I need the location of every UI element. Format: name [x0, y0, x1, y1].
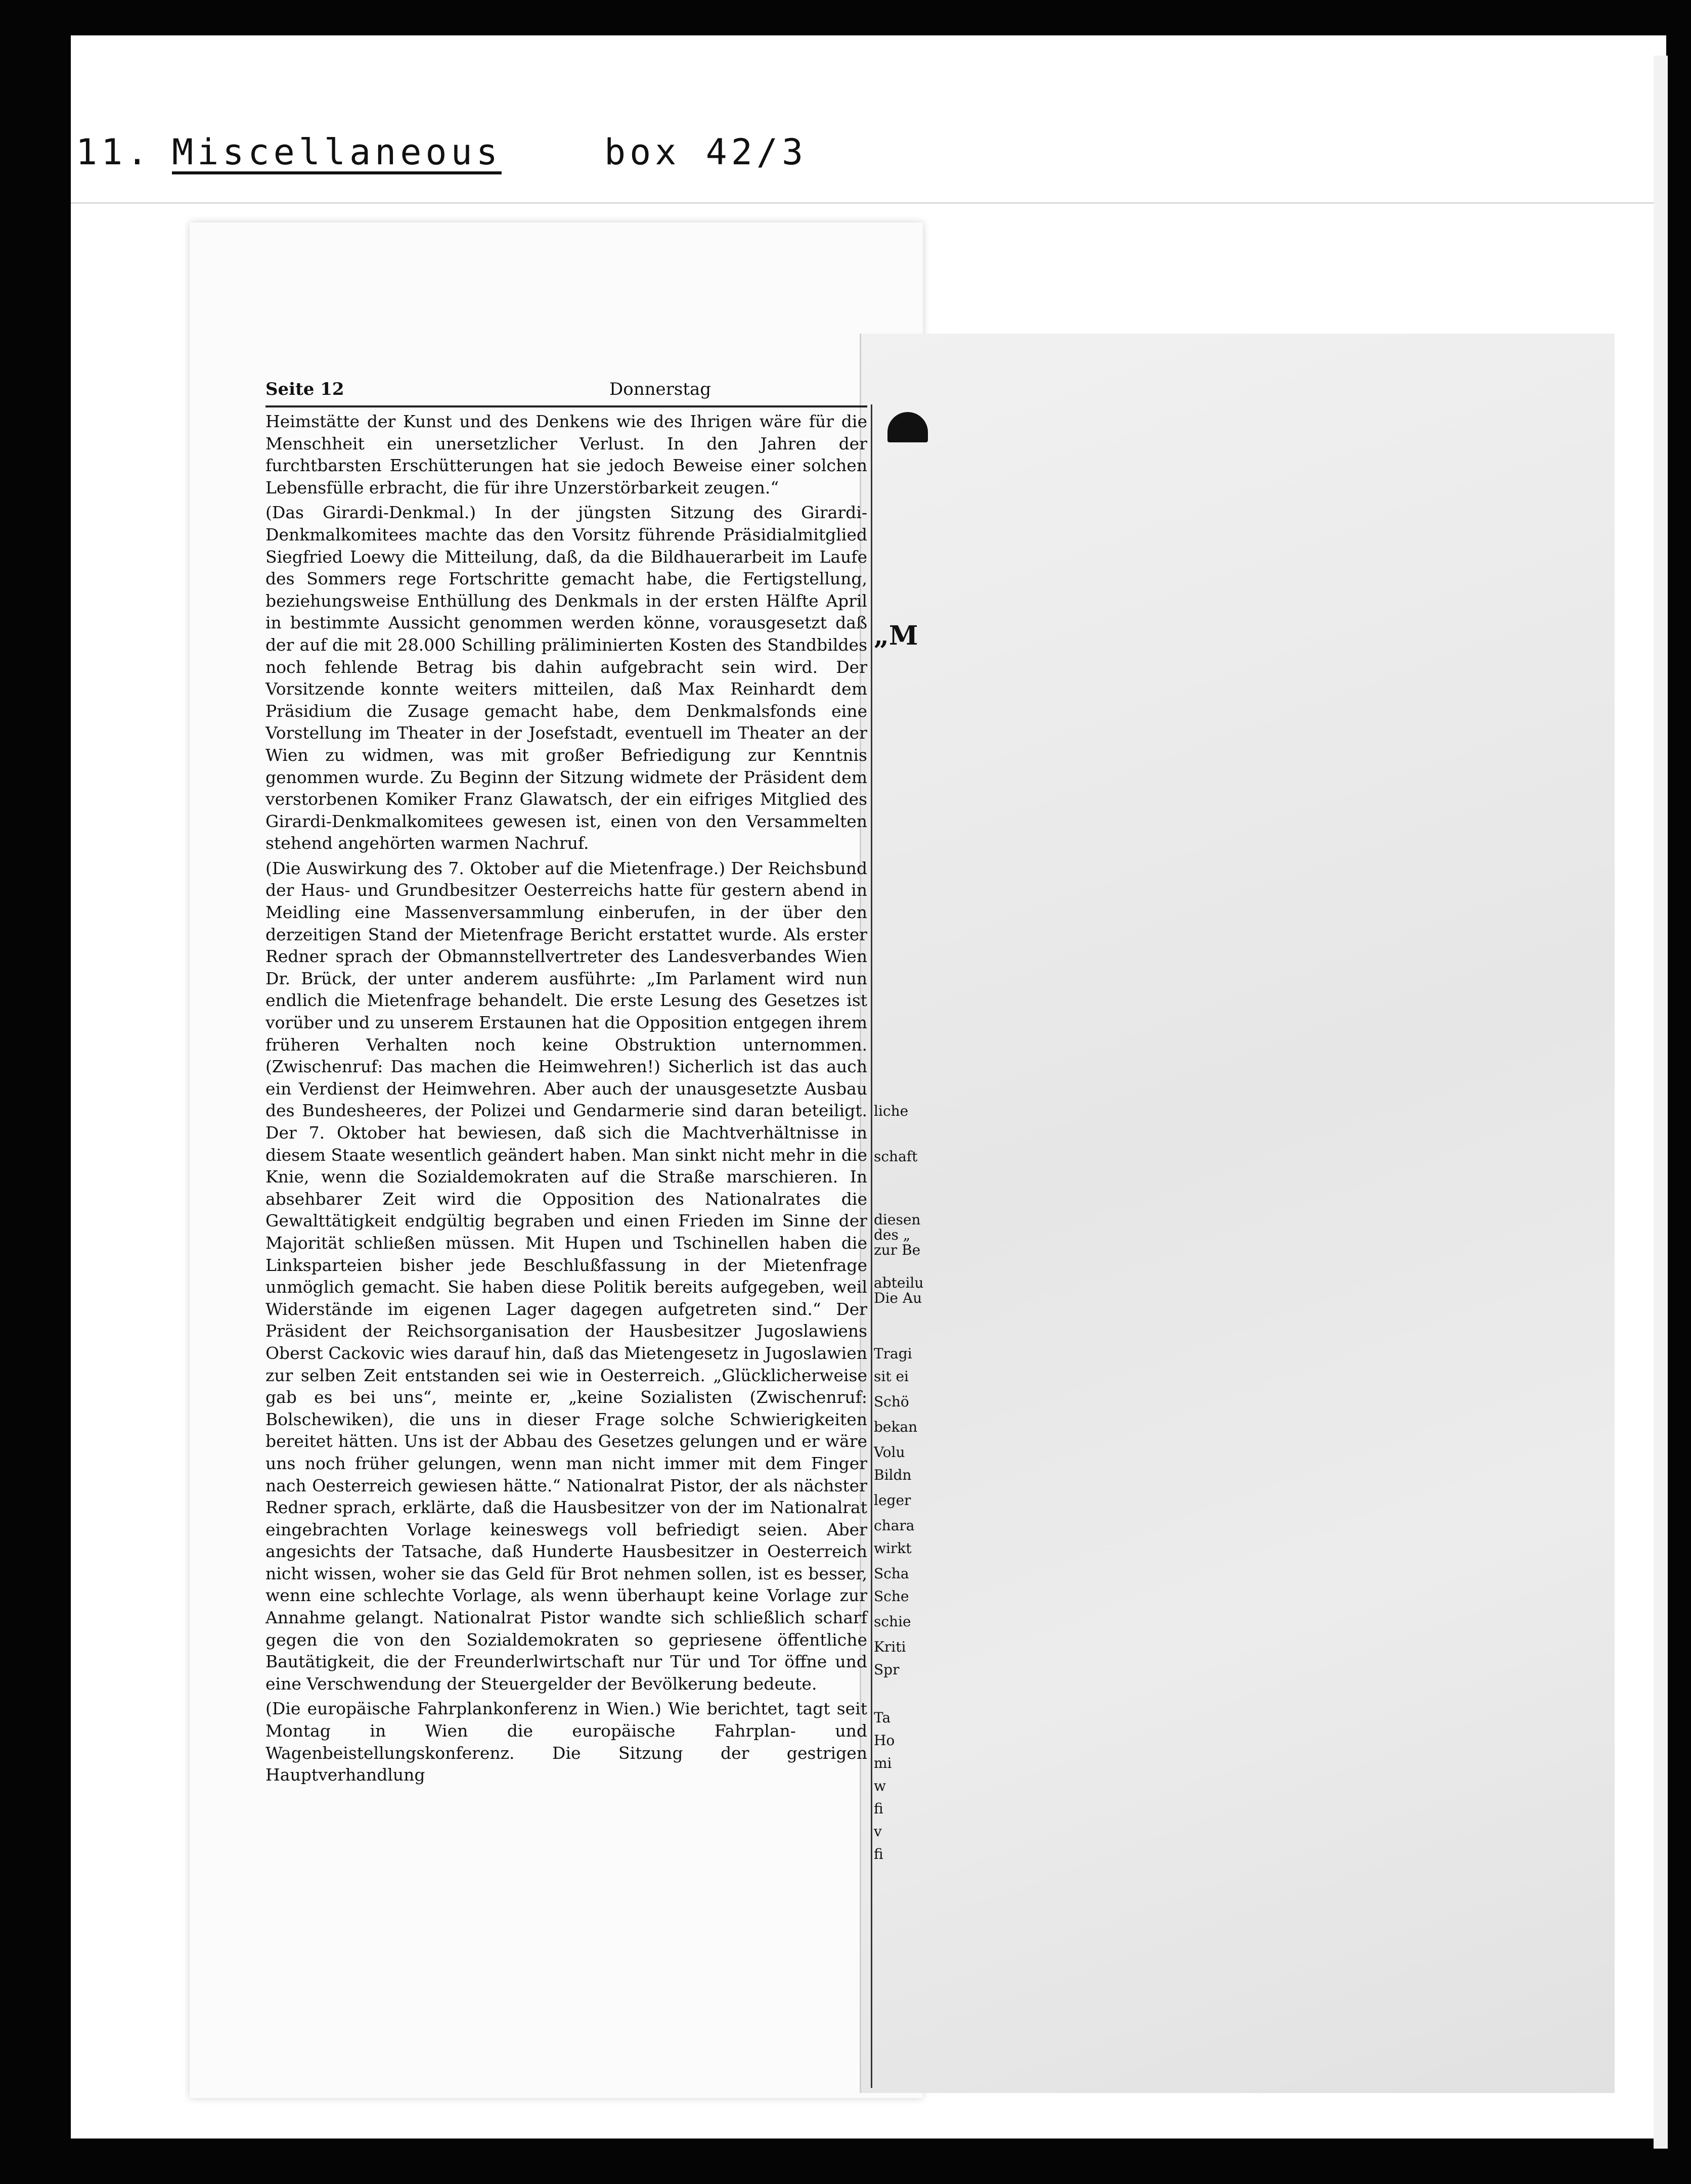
adjacent-column-fragments — [874, 404, 950, 2088]
column-fragment: Die Au — [874, 1290, 922, 1306]
label-divider — [71, 202, 1666, 204]
article-column — [265, 379, 867, 2088]
column-fragment: Kriti — [874, 1639, 906, 1655]
column-fragment: sit ei — [874, 1368, 909, 1385]
archive-box: box 42/3 — [604, 131, 808, 173]
archive-category: Miscellaneous — [172, 131, 502, 173]
column-fragment: Tragi — [874, 1345, 912, 1362]
column-fragment: Bildn — [874, 1467, 912, 1483]
page-header — [265, 379, 867, 404]
column-fragment: Spr — [874, 1661, 900, 1678]
column-fragment: schie — [874, 1613, 911, 1630]
column-fragment: Schö — [874, 1393, 909, 1410]
column-fragment: v — [874, 1823, 882, 1840]
column-fragment: des „ — [874, 1226, 911, 1243]
paragraph: Heimstätte der Kunst und des Denkens wie des Ihrigen wäre für die Menschheit ein unersetzlicher Verlust. In den Jahren der furchtbarsten Erschütterungen hat sie jedoch Beweise einer solchen Lebensfülle erbracht, die für ihre Unzerstörbarkeit zeugen.“ — [265, 412, 867, 497]
column-fragment: fi — [874, 1846, 883, 1862]
archive-label — [71, 131, 1666, 202]
column-fragment: Ho — [874, 1732, 895, 1749]
column-fragment: leger — [874, 1492, 911, 1509]
header-rule — [265, 405, 867, 407]
column-fragment: abteilu — [874, 1275, 924, 1291]
archive-number: 11. — [76, 131, 152, 173]
column-fragment: zur Be — [874, 1242, 921, 1258]
paper-mount — [860, 334, 1615, 2093]
column-fragment: liche — [874, 1103, 909, 1119]
paragraph: (Das Girardi-Denkmal.) In der jüngsten Sitzung des Girardi-Denkmalkomitees machte das den Vorsitz führende Präsidialmitglied Siegfried Loewy die Mitteilung, daß, da die Bildhauerarbeit im Laufe des Sommers rege Fortschritte gemacht habe, die Fertigstellung, beziehungsweise Enthüllung des Denkmals in der ersten Hälfte April in bestimmte Aussicht genommen werden könne, vorausgesetzt daß der auf die mit 28.000 Schilling präliminierten Kosten des Standbildes noch fehlende Betrag bis dahin aufgebracht sein wird. Der Vorsitzende konnte weiters mitteilen, daß Max Reinhardt dem Präsidium die Zusage gemacht habe, dem Denkmalsfonds eine Vorstellung im Theater in der Josefstadt, eventuell im Theater an der Wien zu widmen, was mit großer Befriedigung zur Kenntnis genommen wurde. Zu Beginn der Sitzung widmete der Präsident dem verstorbenen Komiker Franz Glawatsch, der ein eifriges Mitglied des Girardi-Denkmalkomitees gewesen ist, einen von den Versammelten stehend angehörten warmen Nachruf. — [265, 503, 867, 853]
column-fragment: w — [874, 1778, 886, 1794]
column-fragment: diesen — [874, 1211, 921, 1228]
page-day: Donnerstag — [609, 379, 711, 399]
paragraph: (Die europäische Fahrplankonferenz in Wien.) Wie berichtet, tagt seit Montag in Wien die europäische Fahrplan- und Wagenbeistellungskonferenz. Die Sitzung der gestrigen Hauptverhandlung — [265, 1699, 867, 1785]
article-body — [265, 411, 867, 1786]
column-fragment: fi — [874, 1800, 883, 1817]
column-fragment: Ta — [874, 1709, 891, 1726]
column-fragment: chara — [874, 1517, 915, 1534]
column-rule — [871, 404, 872, 2088]
column-fragment: „M — [874, 620, 918, 651]
column-fragment: Scha — [874, 1565, 909, 1582]
sheet-edge — [1654, 56, 1668, 2149]
column-fragment: bekan — [874, 1419, 918, 1435]
column-fragment: Sche — [874, 1588, 909, 1605]
column-fragment: Volu — [874, 1444, 905, 1461]
paragraph: (Die Auswirkung des 7. Oktober auf die Mietenfrage.) Der Reichsbund der Haus- und Grundbesitzer Oesterreichs hatte für gestern abend in Meidling eine Massenversammlung einberufen, in der über den derzeitigen Stand der Mietenfrage Bericht erstattet wurde. Als erster Redner sprach der Obmannstellvertreter des Landesverbandes Wien Dr. Brück, der unter anderem ausführte: „Im Parlament wird nun endlich die Mietenfrage behandelt. Die erste Lesung des Gesetzes ist vorüber und zu unserem Erstaunen hat die Opposition entgegen ihrem früheren Verhalten noch keine Obstruktion unternommen. (Zwischenruf: Das machen die Heimwehren!) Sicherlich ist das auch ein Verdienst der Heimwehren. Aber auch der unausgesetzte Ausbau des Bundesheeres, der Polizei und Gendarmerie sind daran beteiligt. Der 7. Oktober hat bewiesen, daß sich die Machtverhältnisse in diesem Staate wesentlich geändert haben. Man sinkt nicht mehr in die Knie, wenn die Sozialdemokraten auf die Straße marschieren. In absehbarer Zeit wird die Opposition des Nationalrates die Gewalttätigkeit endgültig begraben und einen Frieden im Sinne der Majorität schließen müssen. Mit Hupen und Tschinellen haben die Linksparteien bisher jede Beschlußfassung in der Mietenfrage unmöglich gemacht. Sie haben diese Politik bereits aufgegeben, weil Widerstände im eigenen Lager dagegen aufgetreten sind.“ Der Präsident der Reichsorganisation der Hausbesitzer Jugoslawiens Oberst Cackovic wies darauf hin, daß das Mietengesetz in Jugoslawien zur selben Zeit entstanden sei wie in Oesterreich. „Glücklicherweise gab es bei uns“, meinte er, „keine Sozialisten (Zwischenruf: Bolschewiken), die uns in dieser Frage solche Schwierigkeiten bereitet hätten. Uns ist der Abbau des Gesetzes gelungen und er wäre uns noch früher gelungen, wenn man nicht immer mit dem Finger nach Oesterreich gewiesen hätte.“ Nationalrat Pistor, der als nächster Redner sprach, erklärte, daß die Hausbesitzer von der im Nationalrat eingebrachten Vorlage keineswegs voll befriedigt seien. Aber angesichts der Tatsache, daß Hunderte Hausbesitzer in Oesterreich nicht wissen, woher sie das Geld für Brot nehmen sollen, ist es besser, wenn eine schlechte Vorlage, als wenn überhaupt keine Vorlage zur Annahme gelangt. Nationalrat Pistor wandte sich schließlich scharf gegen die von den Sozialdemokraten so gepriesene öffentliche Bautätigkeit, die der Freunderlwirtschaft nur Tür und Tor öffne und eine Verschwendung der Steuergelder der Bevölkerung bedeute. — [265, 858, 867, 1694]
column-fragment: schaft — [874, 1148, 918, 1165]
column-fragment: mi — [874, 1755, 892, 1771]
column-fragment: wirkt — [874, 1540, 912, 1557]
page-number: Seite 12 — [265, 379, 344, 399]
